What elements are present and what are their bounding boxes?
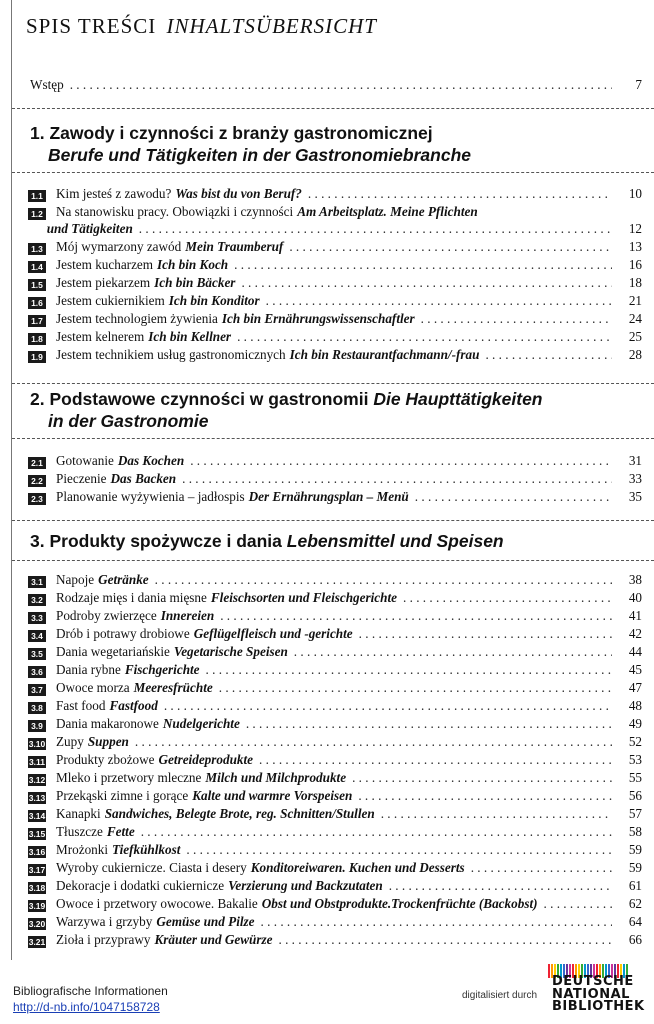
entry-title-polish: Fast food <box>56 698 106 713</box>
entry-title-polish: Mleko i przetwory mleczne <box>56 770 202 785</box>
entry-title-german: Obst und Obstprodukte.Trockenfrüchte (Backobst) <box>261 896 538 911</box>
entry-title-polish: Jestem technologiem żywienia <box>56 311 218 326</box>
toc-entry[interactable] <box>28 311 642 328</box>
entry-title-polish: Zioła i przyprawy <box>56 932 151 947</box>
entry-title-polish: Mrożonki <box>56 842 109 857</box>
entry-number-badge: 3.17 <box>28 865 46 875</box>
entry-number-badge: 1.4 <box>28 261 46 273</box>
dot-leader <box>190 453 612 469</box>
entry-number-badge: 2.2 <box>28 475 46 487</box>
section-divider <box>12 438 654 439</box>
dnb-logo-bar <box>548 964 550 978</box>
entry-number-badge: 1.6 <box>28 297 46 309</box>
toc-entry[interactable] <box>28 662 642 679</box>
entry-number-badge: 3.21 <box>28 937 46 947</box>
entry-number-badge: 3.15 <box>28 829 46 839</box>
dot-leader <box>246 716 612 732</box>
entry-page-number: 28 <box>628 347 642 362</box>
entry-page-number: 16 <box>628 257 642 272</box>
entry-title-german: Fastfood <box>109 698 158 713</box>
entry-page-number: 24 <box>628 311 642 326</box>
entry-title-german: Das Kochen <box>117 453 185 468</box>
intro-label: Wstęp <box>30 77 64 92</box>
entry-title-german: Ich bin Kellner <box>148 329 232 344</box>
dot-leader <box>186 842 612 858</box>
toc-entry[interactable] <box>28 932 642 949</box>
entry-title-polish: Owoce i przetwory owocowe. Bakalie <box>56 896 258 911</box>
toc-entry[interactable] <box>28 824 642 841</box>
dot-leader <box>485 347 612 363</box>
entry-page-number: 18 <box>628 275 642 290</box>
toc-entry[interactable] <box>28 626 642 643</box>
toc-entry[interactable] <box>28 239 642 256</box>
entry-page-number: 45 <box>628 662 642 677</box>
toc-entry[interactable] <box>28 860 642 877</box>
toc-entry[interactable] <box>28 752 642 769</box>
toc-entry[interactable] <box>28 471 642 488</box>
toc-entry[interactable] <box>28 347 642 364</box>
entry-page-number: 35 <box>628 489 642 504</box>
entry-number-badge: 3.3 <box>28 612 46 624</box>
entry-title-polish: Wyroby cukiernicze. Ciasta i desery <box>56 860 247 875</box>
entry-title-german: Innereien <box>160 608 215 623</box>
dot-leader <box>237 329 612 345</box>
entry-number-badge: 3.8 <box>28 702 46 714</box>
entry-title-german: Meeresfrüchte <box>133 680 213 695</box>
entry-title-german: Verzierung und Backzutaten <box>228 878 383 893</box>
toc-entry[interactable] <box>28 806 642 823</box>
dot-leader <box>135 734 612 750</box>
entry-number-badge: 3.11 <box>28 757 46 767</box>
dot-leader <box>544 896 612 912</box>
entry-number-badge: 1.3 <box>28 243 46 255</box>
toc-entry[interactable] <box>28 770 642 787</box>
entry-page-number: 59 <box>628 842 642 857</box>
dot-leader <box>294 644 612 660</box>
dot-leader <box>471 860 612 876</box>
section-3-title-de: Lebensmittel und Speisen <box>286 531 504 551</box>
entry-page-number: 44 <box>628 644 642 659</box>
entry-number-badge: 3.20 <box>28 919 46 929</box>
entry-number-badge: 3.14 <box>28 811 46 821</box>
dnb-logo-line-2: NATIONAL <box>552 986 630 1002</box>
entry-number-badge: 1.7 <box>28 315 46 327</box>
entry-page-number: 59 <box>628 860 642 875</box>
dot-leader <box>164 698 612 714</box>
entry-number-badge: 3.2 <box>28 594 46 606</box>
entry-page-number: 58 <box>628 824 642 839</box>
entry-title-polish: Dania makaronowe <box>56 716 159 731</box>
entry-number-badge: 3.1 <box>28 576 46 588</box>
toc-entry[interactable] <box>28 734 642 751</box>
entry-title-polish: Pieczenie <box>56 471 107 486</box>
entry-title-german: Fischgerichte <box>124 662 200 677</box>
entry-page-number: 52 <box>628 734 642 749</box>
entry-page-number: 57 <box>628 806 642 821</box>
dot-leader <box>308 186 612 202</box>
entry-page-number: 53 <box>628 752 642 767</box>
dnb-logo-line-3: BIBLIOTHEK <box>552 999 645 1014</box>
section-1-number: 1. <box>30 123 45 143</box>
entry-title-german: Was bist du von Beruf? <box>175 186 302 201</box>
dot-leader <box>220 608 612 624</box>
section-3-title-pl: Produkty spożywcze i dania <box>49 531 282 551</box>
entry-page-number: 38 <box>628 572 642 587</box>
entry-title-german: Konditoreiwaren. Kuchen und Desserts <box>250 860 465 875</box>
entry-number-badge: 3.10 <box>28 739 46 749</box>
entry-title-german: Mein Traumberuf <box>185 239 284 254</box>
entry-title-polish: Podroby zwierzęce <box>56 608 157 623</box>
entry-page-number: 41 <box>628 608 642 623</box>
toc-entry[interactable] <box>28 572 642 589</box>
section-1-title-pl: Zawody i czynności z branży gastronomicznej <box>49 123 433 143</box>
dot-leader <box>358 788 612 804</box>
entry-title-polish: Jestem kucharzem <box>56 257 154 272</box>
entry-page-number: 42 <box>628 626 642 641</box>
entry-title-german: Tiefkühlkost <box>112 842 181 857</box>
entry-number-badge: 1.9 <box>28 351 46 363</box>
entry-title-german: Ich bin Ernährungswissenschaftler <box>221 311 415 326</box>
entry-title-polish: Jestem cukiernikiem <box>56 293 165 308</box>
entry-title-polish: Produkty zbożowe <box>56 752 155 767</box>
dot-leader <box>359 626 612 642</box>
entry-title-polish: Przekąski zimne i gorące <box>56 788 189 803</box>
entry-number-badge: 3.4 <box>28 630 46 642</box>
entry-page-number: 40 <box>628 590 642 605</box>
entry-title-german: Geflügelfleisch und -gerichte <box>193 626 353 641</box>
entry-title-polish: Kim jesteś z zawodu? <box>56 186 172 201</box>
entry-title-polish: Jestem piekarzem <box>56 275 151 290</box>
entry-title-german: Am Arbeitsplatz. Meine Pflichten <box>297 204 478 219</box>
dot-leader <box>70 77 612 93</box>
entry-title-german: Gemüse und Pilze <box>156 914 255 929</box>
digitized-by-label: digitalisiert durch <box>462 990 538 1001</box>
entry-number-badge: 3.16 <box>28 847 46 857</box>
entry-number-badge: 3.13 <box>28 793 46 803</box>
dot-leader <box>421 311 612 327</box>
dot-leader <box>403 590 612 606</box>
entry-title-german: Nudelgerichte <box>162 716 240 731</box>
dot-leader <box>289 239 612 255</box>
entry-title-polish: Jestem technikiem usług gastronomicznych <box>56 347 286 362</box>
entry-title-polish: Tłuszcze <box>56 824 103 839</box>
dot-leader <box>141 824 612 840</box>
entry-title-polish: Kanapki <box>56 806 101 821</box>
entry-title-polish: Planowanie wyżywienia – jadłospis <box>56 489 245 504</box>
dot-leader <box>182 471 612 487</box>
entry-title-polish: Gotowanie <box>56 453 114 468</box>
entry-page-number: 47 <box>628 680 642 695</box>
section-1-heading <box>30 122 630 166</box>
toc-entry[interactable] <box>28 257 642 274</box>
section-3-heading <box>30 530 630 552</box>
dot-leader <box>139 221 612 237</box>
dot-leader <box>261 914 612 930</box>
page-edge-rule <box>11 0 12 960</box>
entry-title-german: Ich bin Bäcker <box>154 275 236 290</box>
section-divider <box>12 560 654 561</box>
entry-title-polish: Dania rybne <box>56 662 121 677</box>
toc-entry[interactable] <box>28 590 642 607</box>
toc-entry[interactable] <box>28 788 642 805</box>
section-divider <box>12 108 654 109</box>
dnb-logo-text <box>552 976 645 1014</box>
intro-page-number: 7 <box>635 77 642 92</box>
title-polish: SPIS TREŚCI <box>26 14 157 38</box>
toc-entry[interactable] <box>28 608 642 625</box>
entry-title-polish: Rodzaje mięs i dania mięsne <box>56 590 207 605</box>
entry-number-badge: 2.3 <box>28 493 46 505</box>
entry-page-number: 25 <box>628 329 642 344</box>
entry-number-badge: 1.8 <box>28 333 46 345</box>
entry-title-german: Das Backen <box>110 471 177 486</box>
section-2-title-pl: Podstawowe czynności w gastronomii <box>49 389 369 409</box>
entry-number-badge: 2.1 <box>28 457 46 469</box>
entry-title-german: Fleischsorten und Fleischgerichte <box>210 590 397 605</box>
page-title <box>26 14 377 39</box>
dot-leader <box>389 878 612 894</box>
bibliographic-info-label: Bibliografische Informationen <box>13 984 168 998</box>
entry-page-number: 33 <box>628 471 642 486</box>
toc-intro-row[interactable] <box>30 77 642 94</box>
dot-leader <box>352 770 612 786</box>
toc-entry[interactable] <box>28 878 642 895</box>
entry-page-number: 66 <box>628 932 642 947</box>
entry-title-polish: Warzywa i grzyby <box>56 914 153 929</box>
entry-number-badge: 1.5 <box>28 279 46 291</box>
entry-page-number: 56 <box>628 788 642 803</box>
toc-entry[interactable] <box>28 680 642 697</box>
section-2-heading: 2. Podstawowe czynności w gastronomii Die Haupttätigkeiten in der Gastronomie <box>30 389 543 431</box>
entry-page-number: 31 <box>628 453 642 468</box>
entry-title-german: Vegetarische Speisen <box>173 644 288 659</box>
toc-entry[interactable] <box>28 293 642 310</box>
section-1-title-de: Berufe und Tätigkeiten in der Gastronomiebranche <box>48 145 471 165</box>
section-3-number: 3. <box>30 531 45 551</box>
bibliographic-link[interactable]: http://d-nb.info/1047158728 <box>13 1000 160 1014</box>
dot-leader <box>278 932 612 948</box>
dot-leader <box>381 806 612 822</box>
entry-title-polish: Na stanowisku pracy. Obowiązki i czynności <box>56 204 294 219</box>
dot-leader <box>415 489 612 505</box>
dot-leader <box>241 275 612 291</box>
entry-title-polish: Jestem kelnerem <box>56 329 145 344</box>
toc-entry[interactable] <box>28 186 642 203</box>
title-german: INHALTSÜBERSICHT <box>166 14 377 38</box>
entry-number-badge: 3.5 <box>28 648 46 660</box>
toc-entry-continuation[interactable] <box>28 221 642 238</box>
entry-title-german-continued: und Tätigkeiten <box>46 221 133 236</box>
dot-leader <box>266 293 612 309</box>
toc-entry[interactable] <box>28 204 642 221</box>
entry-number-badge: 1.1 <box>28 190 46 202</box>
section-divider <box>12 520 654 521</box>
dnb-logo-line-1: DEUTSCHE <box>552 974 634 989</box>
dot-leader <box>155 572 612 588</box>
entry-number-badge: 3.19 <box>28 901 46 911</box>
entry-page-number: 62 <box>628 896 642 911</box>
toc-entry[interactable] <box>28 896 642 913</box>
entry-number-badge: 3.6 <box>28 666 46 678</box>
entry-title-german: Sandwiches, Belegte Brote, reg. Schnitten/Stullen <box>104 806 375 821</box>
toc-entry[interactable] <box>28 842 642 859</box>
toc-entry[interactable] <box>28 275 642 292</box>
entry-title-german: Der Ernährungsplan – Menü <box>248 489 409 504</box>
entry-page-number: 64 <box>628 914 642 929</box>
entry-title-german: Kräuter und Gewürze <box>154 932 273 947</box>
entry-number-badge: 3.9 <box>28 720 46 732</box>
entry-title-polish: Dekoracje i dodatki cukiernicze <box>56 878 225 893</box>
toc-entry[interactable] <box>28 453 642 470</box>
entry-number-badge: 3.18 <box>28 883 46 893</box>
toc-entry[interactable] <box>28 329 642 346</box>
dot-leader <box>219 680 612 696</box>
entry-page-number: 10 <box>628 186 642 201</box>
dot-leader <box>234 257 612 273</box>
bibliographic-info <box>13 983 168 1015</box>
entry-title-polish: Zupy <box>56 734 84 749</box>
section-2-title-de-a: Die Haupttätigkeiten <box>373 389 543 409</box>
entry-title-german: Getränke <box>98 572 149 587</box>
section-divider <box>12 172 654 173</box>
toc-entry[interactable] <box>28 698 642 715</box>
entry-title-german: Suppen <box>87 734 129 749</box>
entry-title-polish: Drób i potrawy drobiowe <box>56 626 190 641</box>
entry-title-german: Ich bin Koch <box>157 257 229 272</box>
entry-page-number: 55 <box>628 770 642 785</box>
entry-page-number: 61 <box>628 878 642 893</box>
toc-entry[interactable] <box>28 716 642 733</box>
dot-leader <box>206 662 612 678</box>
entry-number-badge: 1.2 <box>28 208 46 220</box>
entry-title-german: Ich bin Restaurantfachmann/-frau <box>289 347 480 362</box>
section-2-number: 2. <box>30 389 45 409</box>
toc-entry[interactable] <box>28 644 642 661</box>
entry-title-german: Kalte und warmre Vorspeisen <box>192 788 353 803</box>
entry-title-polish: Napoje <box>56 572 95 587</box>
entry-title-polish: Mój wymarzony zawód <box>56 239 182 254</box>
entry-title-german: Ich bin Konditor <box>168 293 260 308</box>
toc-entry[interactable] <box>28 489 642 506</box>
entry-title-german: Fette <box>106 824 135 839</box>
dot-leader <box>259 752 612 768</box>
section-divider <box>12 383 654 384</box>
entry-title-polish: Dania wegetariańskie <box>56 644 170 659</box>
entry-number-badge: 3.12 <box>28 775 46 785</box>
entry-page-number: 48 <box>628 698 642 713</box>
toc-entry[interactable] <box>28 914 642 931</box>
entry-number-badge: 3.7 <box>28 684 46 696</box>
entry-page-number: 13 <box>628 239 642 254</box>
entry-page-number: 49 <box>628 716 642 731</box>
entry-title-german: Getreideprodukte <box>158 752 254 767</box>
entry-title-polish: Owoce morza <box>56 680 130 695</box>
dnb-logo <box>548 964 648 1020</box>
entry-page-number: 21 <box>628 293 642 308</box>
entry-title-german: Milch und Milchprodukte <box>205 770 347 785</box>
entry-page-number: 12 <box>628 221 642 236</box>
